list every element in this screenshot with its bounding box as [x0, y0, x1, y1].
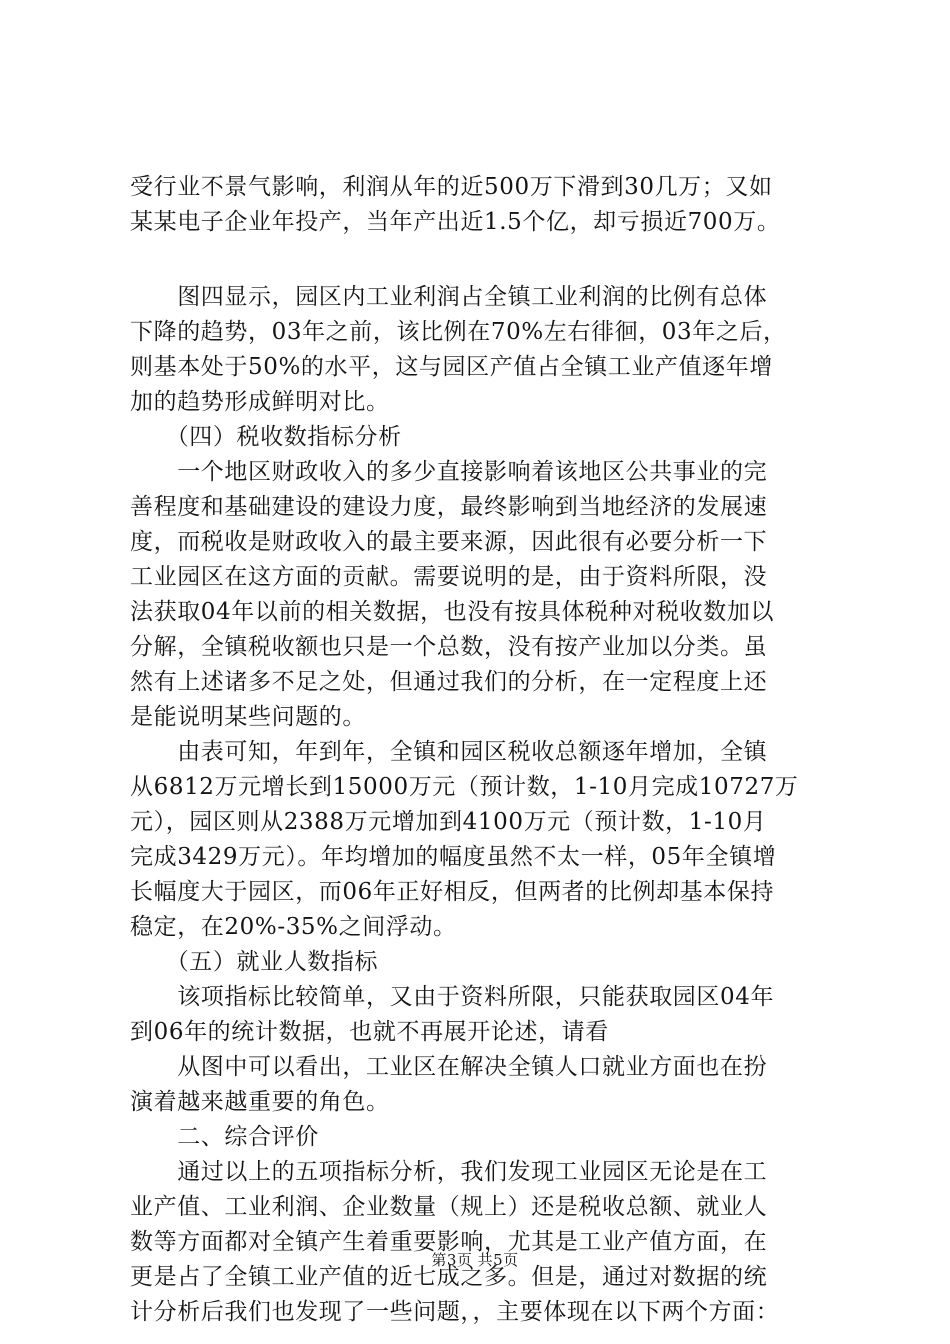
page-number-label: 第3页 共5页 [431, 1251, 519, 1269]
text-line: 数等方面都对全镇产生着重要影响，尤其是工业产值方面，在 [130, 1229, 768, 1255]
text-line: 则基本处于50%的水平，这与园区产值占全镇工业产值逐年增 [130, 354, 773, 380]
text-line: 加的趋势形成鲜明对比。 [130, 389, 390, 415]
text-line: 到06年的统计数据，也就不再展开论述，请看 [130, 1019, 609, 1045]
text-line: 是能说明某些问题的。 [130, 704, 366, 730]
text-line: 分解，全镇税收额也只是一个总数，没有按产业加以分类。虽 [130, 634, 768, 660]
text-line: 下降的趋势，03年之前，该比例在70%左右徘徊，03年之后， [130, 319, 787, 345]
text-line: 法获取04年以前的相关数据，也没有按具体税种对税收数加以 [130, 599, 775, 625]
text-line: 图四显示，园区内工业利润占全镇工业利润的比例有总体 [130, 284, 768, 310]
text-line: 演着越来越重要的角色。 [130, 1089, 390, 1115]
text-line: 从6812万元增长到15000万元（预计数，1-10月完成10727万 [130, 774, 799, 800]
text-line: 由表可知，年到年，全镇和园区税收总额逐年增加，全镇 [130, 739, 768, 765]
text-line: 工业园区在这方面的贡献。需要说明的是，由于资料所限，没 [130, 564, 768, 590]
text-line: 业产值、工业利润、企业数量（规上）还是税收总额、就业人 [130, 1194, 768, 1220]
text-line: 计分析后我们也发现了一些问题，，主要体现在以下两个方面： [130, 1299, 780, 1325]
text-line: 元），园区则从2388万元增加到4100万元（预计数，1-10月 [130, 809, 767, 835]
text-line: 该项指标比较简单，又由于资料所限，只能获取园区04年 [130, 984, 775, 1010]
text-line: 度，而税收是财政收入的最主要来源，因此很有必要分析一下 [130, 529, 768, 555]
section-heading: （五）就业人数指标 [130, 949, 379, 975]
text-line: 长幅度大于园区，而06年正好相反，但两者的比例却基本保持 [130, 879, 775, 905]
section-heading: （四）税收数指标分析 [130, 424, 402, 450]
paragraph-gap [130, 240, 850, 280]
text-line: 完成3429万元）。年均增加的幅度虽然不太一样，05年全镇增 [130, 844, 777, 870]
section-heading: 二、综合评价 [130, 1124, 319, 1150]
text-line: 从图中可以看出，工业区在解决全镇人口就业方面也在扮 [130, 1054, 768, 1080]
text-line: 稳定，在20%-35%之间浮动。 [130, 914, 457, 940]
document-body [130, 170, 850, 1330]
text-line: 善程度和基础建设的建设力度，最终影响到当地经济的发展速 [130, 494, 768, 520]
text-line: 通过以上的五项指标分析，我们发现工业园区无论是在工 [130, 1159, 768, 1185]
text-line: 然有上述诸多不足之处，但通过我们的分析，在一定程度上还 [130, 669, 768, 695]
text-line: 更是占了全镇工业产值的近七成之多。但是，通过对数据的统 [130, 1264, 768, 1290]
text-line: 一个地区财政收入的多少直接影响着该地区公共事业的完 [130, 459, 768, 485]
page-footer [0, 1250, 950, 1270]
text-line: 受行业不景气影响，利润从年的近500万下滑到30几万；又如 [130, 174, 773, 200]
text-line: 某某电子企业年投产，当年产出近1.5个亿，却亏损近700万。 [130, 209, 781, 235]
